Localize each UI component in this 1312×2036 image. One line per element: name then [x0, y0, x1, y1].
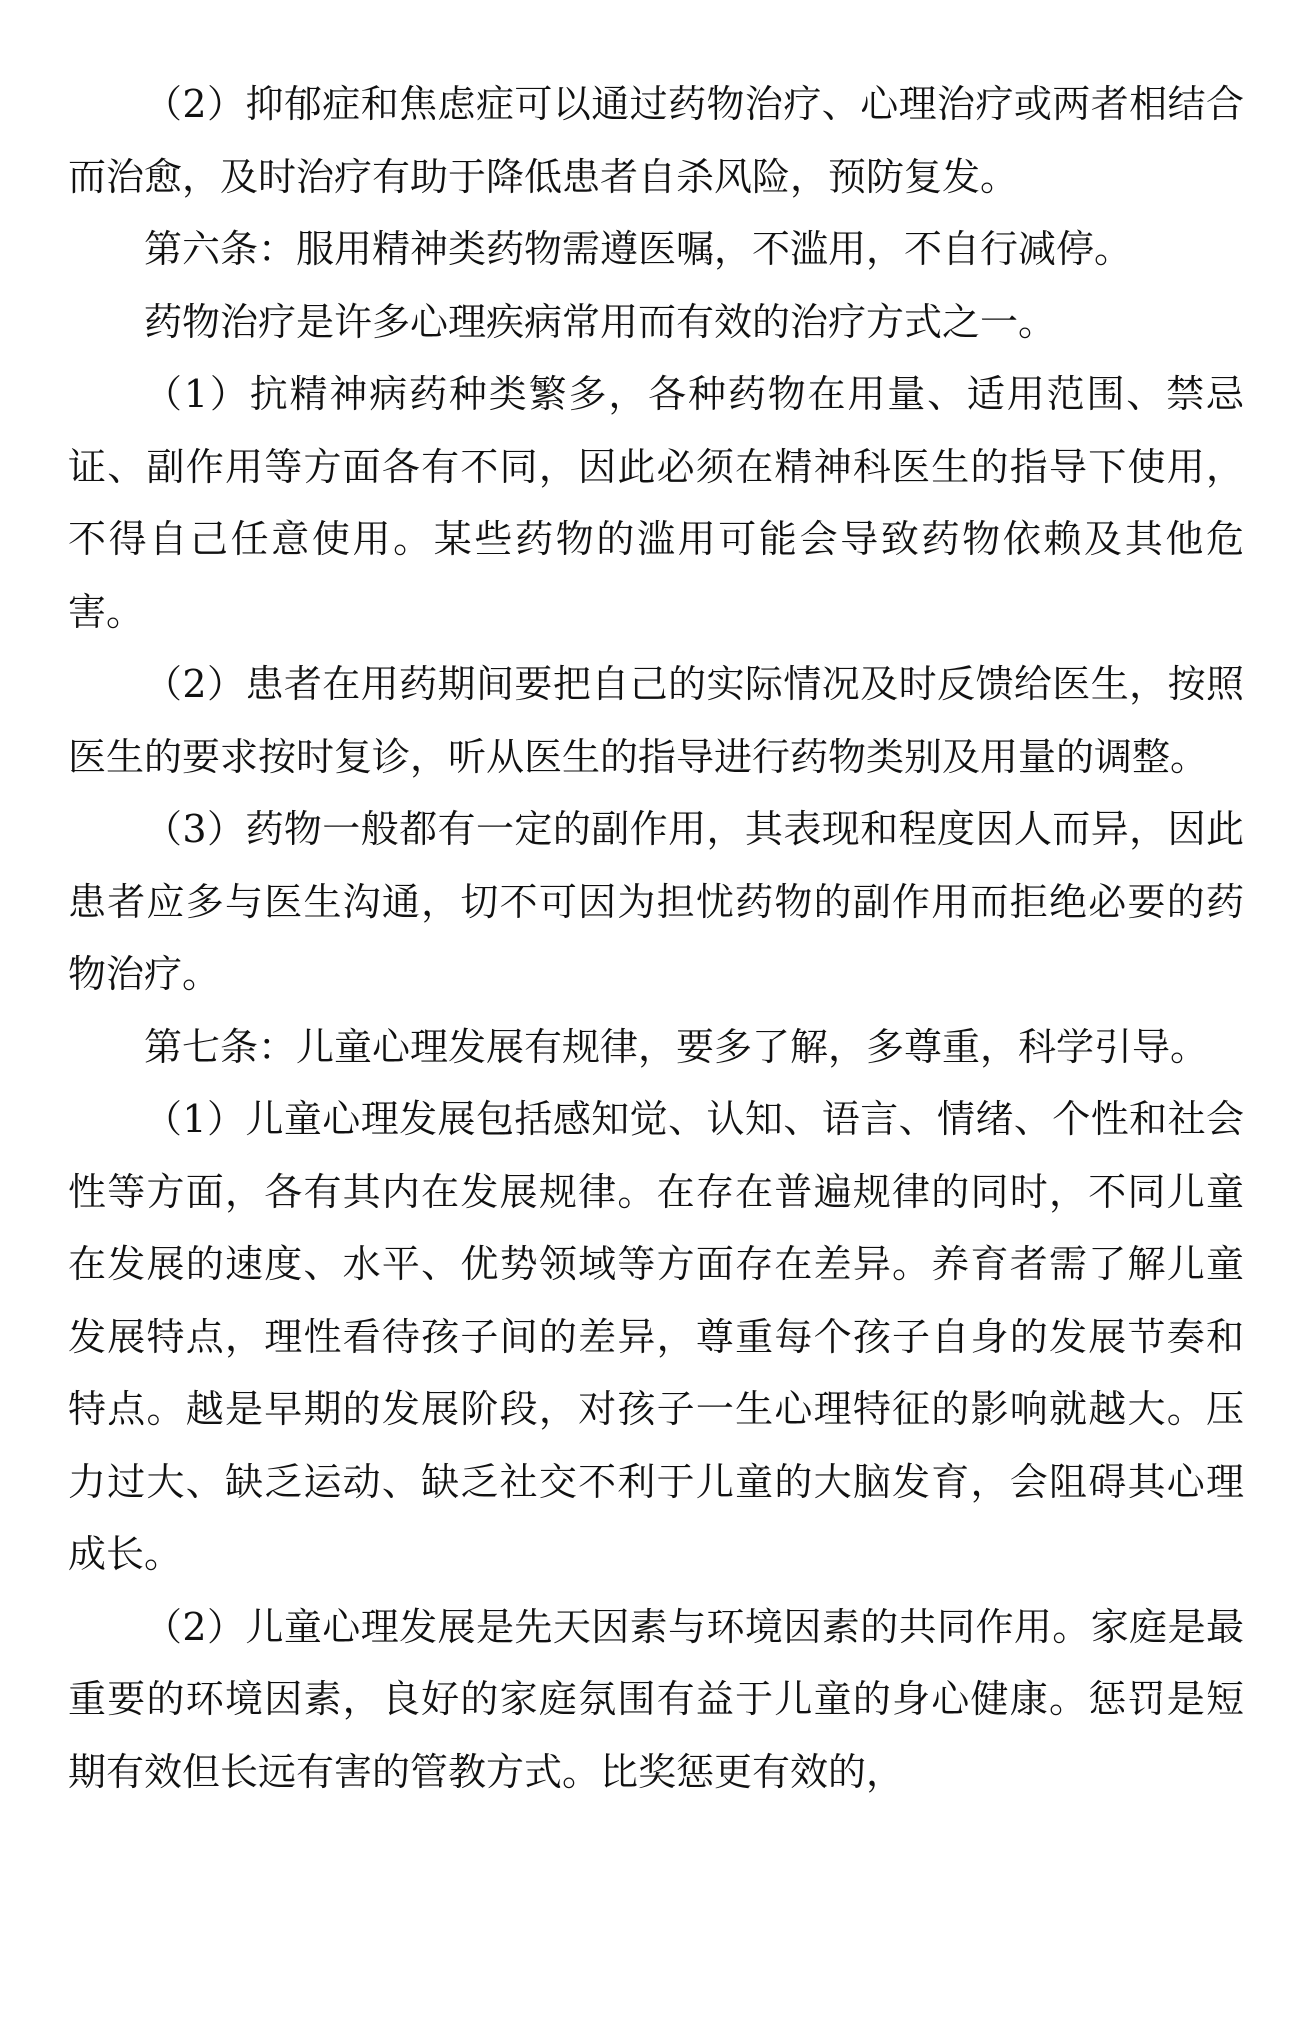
article-six-heading: 第六条：服用精神类药物需遵医嘱，不滥用，不自行减停。 — [144, 227, 1133, 271]
paragraph-child-development-laws: （1）儿童心理发展包括感知觉、认知、语言、情绪、个性和社会性等方面，各有其内在发展规律。在存在普遍规律的同时，不同儿童在发展的速度、水平、优势领域等方面存在差异。养育者需了解儿童发展特点，理性看待孩子间的差异，尊重每个孩子自身的发展节奏和特点。越是早期的发展阶段，对孩子一生心理特征的影响就越大。压力过大、缺乏运动、缺乏社交不利于儿童的大脑发育，会阻碍其心理成长。 — [68, 1097, 1244, 1576]
paragraph-drug-therapy-intro: 药物治疗是许多心理疾病常用而有效的治疗方式之一。 — [144, 299, 1057, 344]
document-page — [68, 68, 1244, 1808]
paragraph-patient-feedback: （2）患者在用药期间要把自己的实际情况及时反馈给医生，按照医生的要求按时复诊，听从医生的指导进行药物类别及用量的调整。 — [68, 662, 1244, 779]
paragraph-depression-anxiety-treatment: （2）抑郁症和焦虑症可以通过药物治疗、心理治疗或两者相结合而治愈，及时治疗有助于降低患者自杀风险，预防复发。 — [68, 82, 1244, 199]
article-seven-heading: 第七条：儿童心理发展有规律，要多了解，多尊重，科学引导。 — [144, 1024, 1209, 1069]
paragraph-child-development-factors: （2）儿童心理发展是先天因素与环境因素的共同作用。家庭是最重要的环境因素，良好的家庭氛围有益于儿童的身心健康。惩罚是短期有效但长远有害的管教方式。比奖惩更有效的， — [68, 1604, 1244, 1794]
paragraph-side-effects: （3）药物一般都有一定的副作用，其表现和程度因人而异，因此患者应多与医生沟通，切不可因为担忧药物的副作用而拒绝必要的药物治疗。 — [68, 807, 1244, 996]
paragraph-antipsychotic-guidance: （1）抗精神病药种类繁多，各种药物在用量、适用范围、禁忌证、副作用等方面各有不同，因此必须在精神科医生的指导下使用，不得自己任意使用。某些药物的滥用可能会导致药物依赖及其他危害。 — [68, 372, 1244, 634]
